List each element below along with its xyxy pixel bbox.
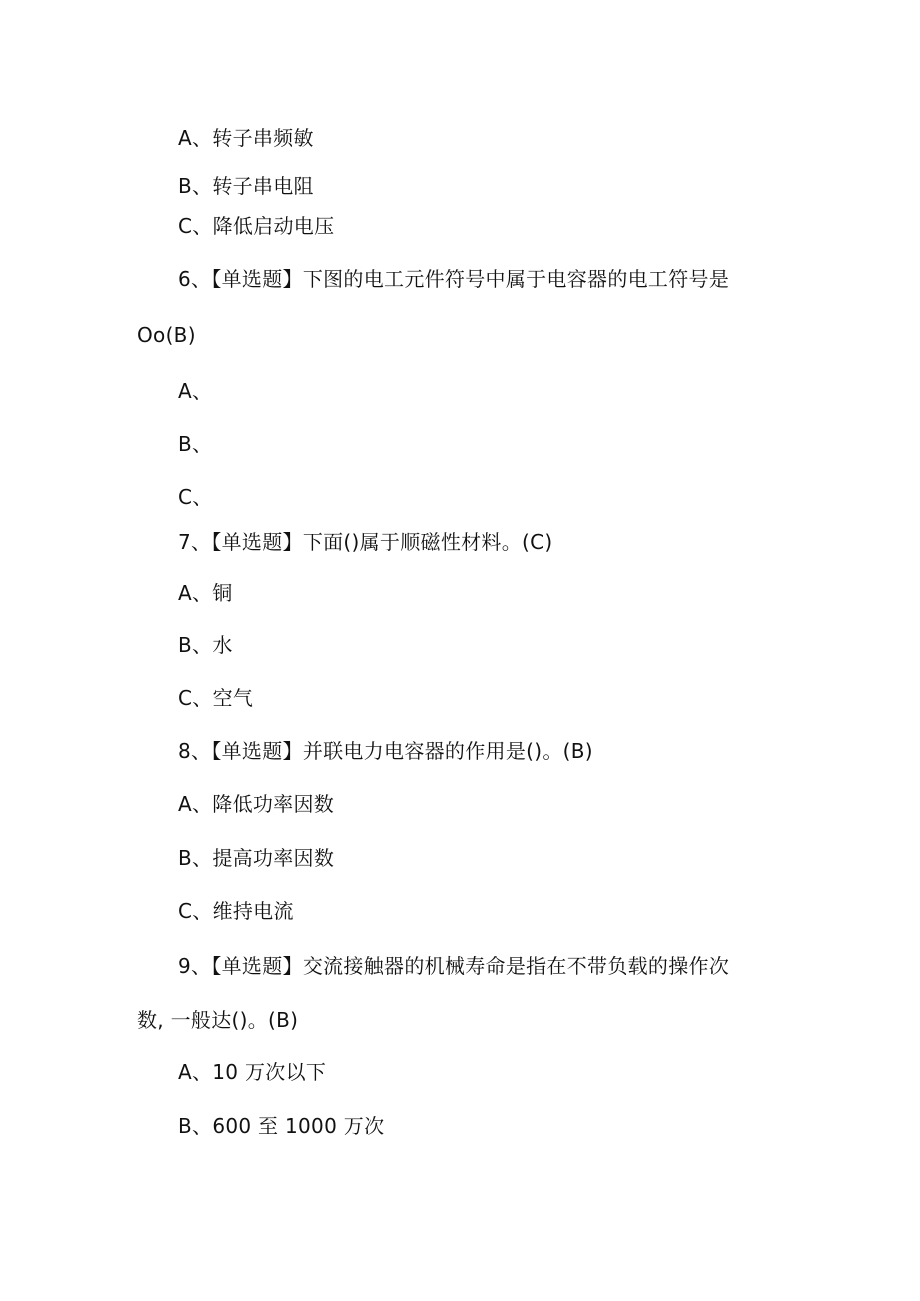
q5-option-a: A、转子串频敏 bbox=[178, 126, 314, 150]
q7-option-c: C、空气 bbox=[178, 686, 254, 710]
q9-stem-line-2: 数, 一般达()。(B) bbox=[137, 1008, 299, 1032]
q7-stem: 7、【单选题】下面()属于顺磁性材料。(C) bbox=[178, 530, 553, 554]
q9-stem-line-1: 9、【单选题】交流接触器的机械寿命是指在不带负载的操作次 bbox=[178, 954, 730, 978]
q5-option-b: B、转子串电阻 bbox=[178, 174, 314, 198]
q6-stem-line-2: Oo(B) bbox=[137, 323, 196, 347]
q9-option-a: A、10 万次以下 bbox=[178, 1060, 327, 1084]
q8-option-b: B、提高功率因数 bbox=[178, 846, 335, 870]
q6-option-b: B、 bbox=[178, 432, 213, 456]
q8-option-a: A、降低功率因数 bbox=[178, 792, 335, 816]
q9-option-b: B、600 至 1000 万次 bbox=[178, 1114, 385, 1138]
q7-option-a: A、铜 bbox=[178, 581, 233, 605]
q5-option-c: C、降低启动电压 bbox=[178, 214, 335, 238]
q8-stem: 8、【单选题】并联电力电容器的作用是()。(B) bbox=[178, 739, 593, 763]
q7-option-b: B、水 bbox=[178, 633, 233, 657]
q6-option-c: C、 bbox=[178, 485, 213, 509]
q6-stem-line-1: 6、【单选题】下图的电工元件符号中属于电容器的电工符号是 bbox=[178, 267, 730, 291]
q8-option-c: C、维持电流 bbox=[178, 899, 294, 923]
q6-option-a: A、 bbox=[178, 379, 213, 403]
